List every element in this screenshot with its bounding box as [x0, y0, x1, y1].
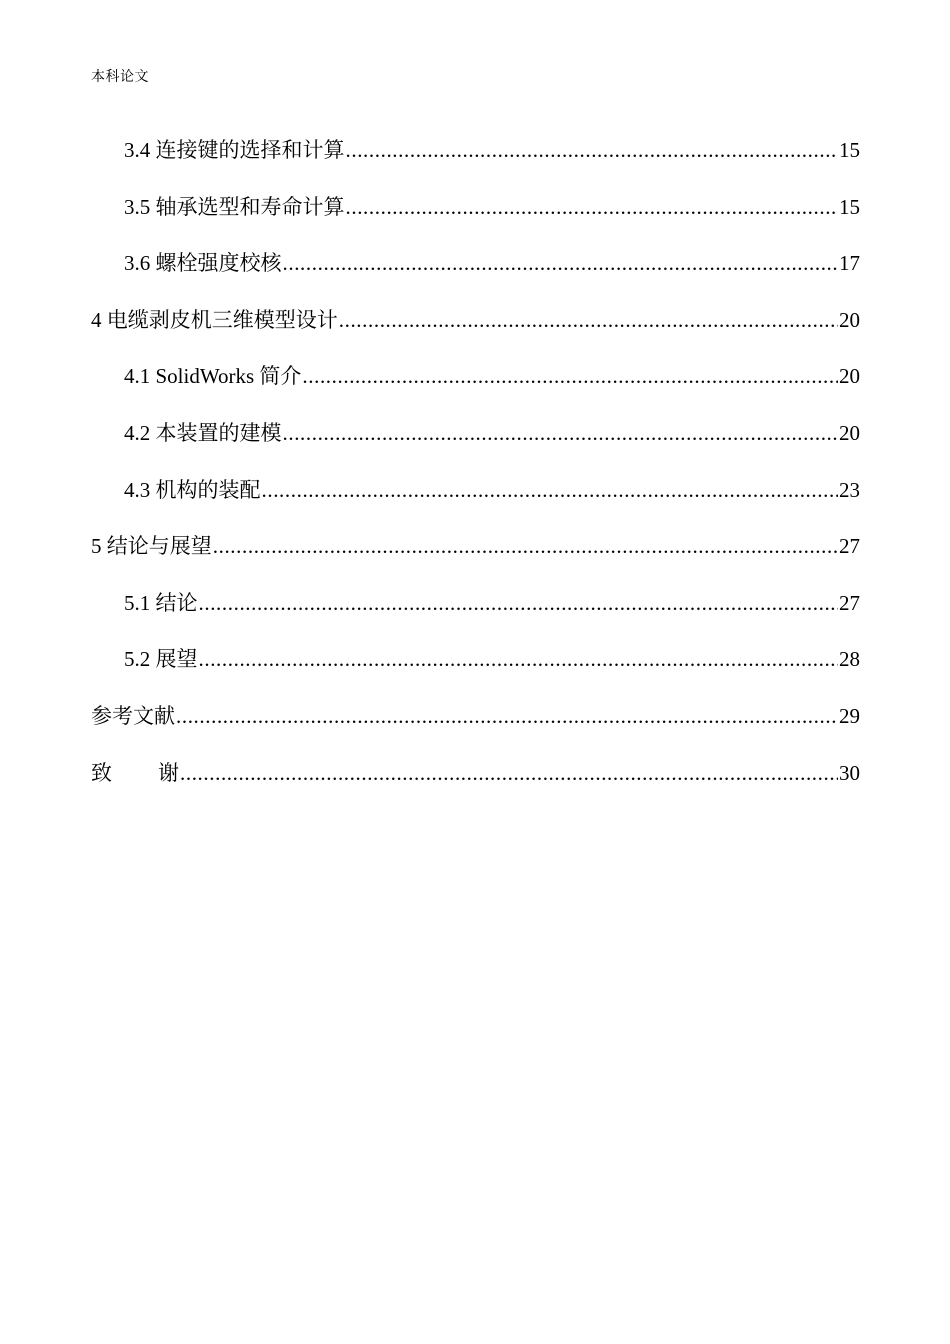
toc-entry-page: 27 — [839, 534, 860, 559]
toc-entry-title: 3.4 连接键的选择和计算 — [124, 138, 345, 162]
toc-dot-leader — [213, 530, 838, 562]
toc-entry-5-2[interactable] — [91, 643, 860, 700]
running-header: 本科论文 — [91, 70, 149, 85]
toc-entry-4-1[interactable] — [91, 360, 860, 417]
toc-entry-title — [91, 757, 179, 789]
toc-entry-title: 3.5 轴承选型和寿命计算 — [124, 194, 345, 219]
table-of-contents — [91, 134, 860, 813]
toc-entry-page: 30 — [839, 760, 860, 785]
toc-entry-page: 29 — [839, 703, 860, 728]
toc-dot-leader — [346, 134, 839, 166]
toc-entry-page: 20 — [839, 307, 860, 332]
toc-entry-3-4[interactable] — [91, 134, 860, 191]
toc-dot-leader — [199, 587, 839, 619]
toc-entry-acknowledgements[interactable] — [91, 757, 860, 814]
toc-entry-page: 28 — [839, 647, 860, 672]
toc-entry-5-1[interactable] — [91, 587, 860, 644]
toc-dot-leader — [339, 304, 838, 336]
toc-entry-3-5[interactable] — [91, 191, 860, 248]
toc-entry-references[interactable] — [91, 700, 860, 757]
toc-entry-page: 15 — [839, 194, 860, 219]
toc-title-char-1: 致 — [91, 760, 112, 785]
toc-entry-4-2[interactable] — [91, 417, 860, 474]
toc-dot-leader — [302, 360, 838, 392]
toc-entry-page: 20 — [839, 420, 860, 445]
toc-entry-3-6[interactable] — [91, 247, 860, 304]
toc-dot-leader — [262, 474, 839, 506]
toc-entry-title: 3.6 螺栓强度校核 — [124, 251, 282, 276]
toc-entry-4[interactable] — [91, 304, 860, 361]
toc-entry-title: 4.1 SolidWorks 简介 — [124, 364, 302, 389]
toc-dot-leader — [180, 757, 838, 789]
toc-dot-leader — [176, 700, 838, 732]
toc-entry-title: 5 结论与展望 — [91, 534, 212, 559]
toc-title-char-2: 谢 — [158, 760, 179, 785]
toc-entry-page: 15 — [839, 138, 860, 162]
toc-dot-leader — [199, 643, 839, 675]
toc-dot-leader — [283, 247, 839, 279]
toc-dot-leader — [346, 191, 839, 223]
toc-entry-page: 27 — [839, 590, 860, 615]
toc-entry-title: 4 电缆剥皮机三维模型设计 — [91, 307, 338, 332]
toc-entry-title: 5.1 结论 — [124, 590, 198, 615]
toc-entry-title: 参考文献 — [91, 703, 175, 728]
toc-entry-page: 20 — [839, 364, 860, 389]
toc-entry-4-3[interactable] — [91, 474, 860, 531]
toc-entry-page: 17 — [839, 251, 860, 276]
toc-entry-5[interactable] — [91, 530, 860, 587]
toc-entry-title: 4.3 机构的装配 — [124, 477, 261, 502]
toc-dot-leader — [283, 417, 839, 449]
toc-entry-title: 4.2 本装置的建模 — [124, 420, 282, 445]
toc-entry-page: 23 — [839, 477, 860, 502]
toc-entry-title: 5.2 展望 — [124, 647, 198, 672]
